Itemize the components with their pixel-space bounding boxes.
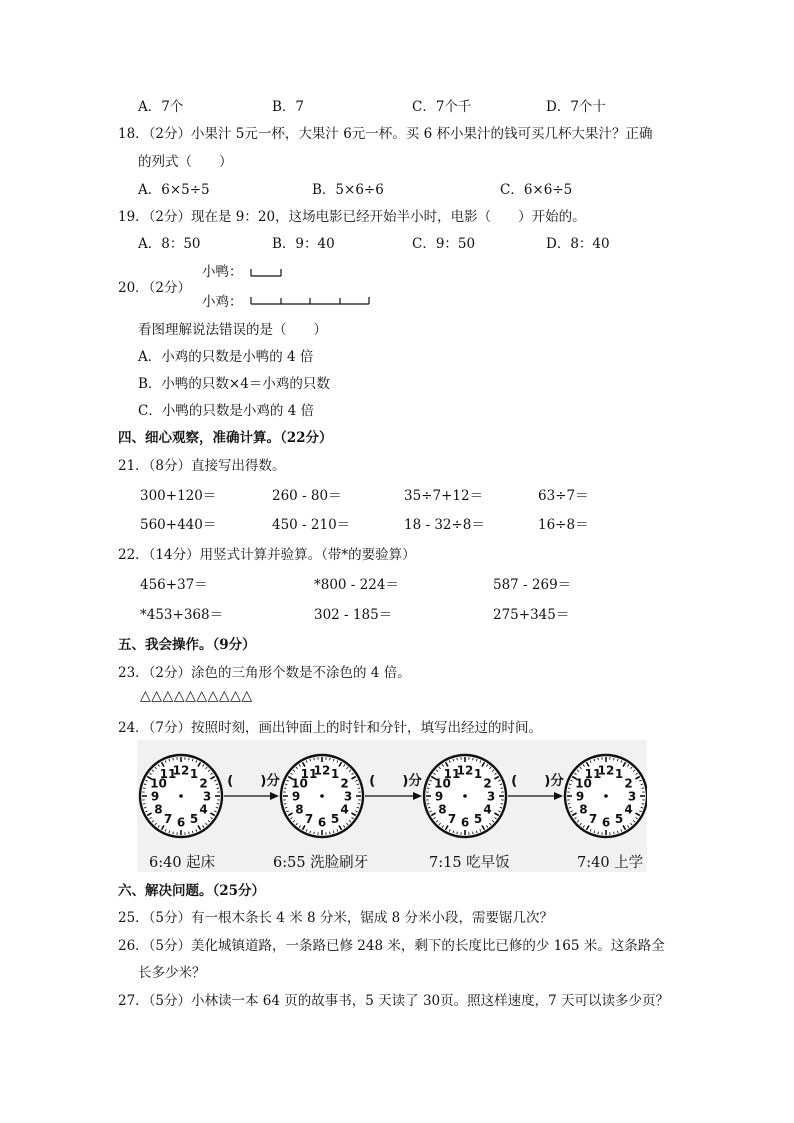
option-c: C．9：50 — [412, 236, 476, 252]
calc-item: 35÷7+12＝ — [404, 488, 484, 504]
clock-number: 11 — [300, 766, 318, 781]
clock-number: 3 — [486, 789, 496, 804]
clock-number: 4 — [483, 802, 492, 817]
clock-number: 4 — [624, 802, 633, 817]
q20-option-b: B．小鸭的只数×4＝小鸡的只数 — [138, 376, 330, 392]
clock-faces — [137, 740, 647, 850]
calc-item: 302 - 185＝ — [314, 607, 393, 623]
arrow — [365, 772, 422, 800]
clock-face[interactable] — [281, 755, 363, 837]
option-a: A．7个 — [138, 99, 184, 115]
q20-option-a: A．小鸡的只数是小鸭的 4 倍 — [138, 349, 314, 365]
clock-number: 4 — [199, 802, 208, 817]
clock-number: 12 — [172, 763, 190, 778]
q20-number: 20．（2分） — [118, 280, 192, 296]
clock-number: 2 — [340, 776, 349, 791]
minutes-blank[interactable]: ( )分 — [369, 773, 422, 789]
q22-text: 22．（14分）用竖式计算并验算。（带*的要验算） — [118, 547, 416, 563]
section-6-heading: 六、解决问题。（25分） — [118, 883, 266, 899]
duck-label: 小鸭： — [202, 264, 243, 280]
time-label: 6:55 洗脸刷牙 — [273, 855, 369, 871]
clock-number: 10 — [575, 776, 592, 791]
clock-number: 2 — [483, 776, 492, 791]
q19-options — [138, 232, 738, 252]
clock-number: 7 — [163, 812, 173, 827]
clock-number: 6 — [601, 815, 611, 830]
clock-number: 8 — [579, 802, 588, 817]
clock-number: 8 — [295, 802, 304, 817]
clock-number: 1 — [614, 766, 624, 781]
clock-number: 3 — [343, 789, 353, 804]
clock-number: 1 — [473, 766, 483, 781]
clock-face[interactable] — [565, 755, 647, 837]
calc-item: 587 - 269＝ — [493, 577, 572, 593]
calc-item: 275+345＝ — [493, 607, 570, 623]
q21-row-2 — [140, 513, 700, 533]
clock-figure — [137, 740, 647, 872]
clock-number: 9 — [150, 789, 160, 804]
option-a: A．6×5÷5 — [138, 182, 210, 198]
chick-label: 小鸡： — [202, 294, 243, 310]
clock-number: 11 — [584, 766, 602, 781]
q27-text: 27．（5分）小林读一本 64 页的故事书，5 天读了 30页。照这样速度，7 天可以读多少页？ — [118, 993, 670, 1009]
clock-number: 8 — [154, 802, 163, 817]
clock-number: 12 — [597, 763, 615, 778]
q26-text-cont: 长多少米？ — [138, 965, 206, 981]
calc-item: 300+120＝ — [140, 488, 217, 504]
clock-face[interactable] — [424, 755, 506, 837]
q22-row-1 — [140, 573, 700, 593]
clock-number: 6 — [460, 815, 470, 830]
minutes-blank[interactable]: ( )分 — [227, 773, 280, 789]
q24-text: 24．（7分）按照时刻，画出钟面上的时针和分针，填写出经过的时间。 — [118, 720, 543, 736]
clock-number: 3 — [627, 789, 637, 804]
clock-number: 2 — [199, 776, 208, 791]
q21-row-1 — [140, 484, 700, 504]
calc-item: 560+440＝ — [140, 517, 217, 533]
q18-text-cont: 的列式（ ） — [138, 154, 233, 170]
q20-option-c: C．小鸭的只数是小鸡的 4 倍 — [138, 403, 315, 419]
time-label: 7:15 吃早饭 — [429, 855, 510, 871]
q25-text: 25．（5分）有一根木条长 4 米 8 分米，锯成 8 分米小段，需要锯几次？ — [118, 910, 554, 926]
clock-number: 5 — [473, 812, 483, 827]
clock-number: 6 — [317, 815, 327, 830]
calc-item: *800 - 224＝ — [314, 577, 399, 593]
calc-item: 450 - 210＝ — [272, 517, 351, 533]
clock-number: 11 — [443, 766, 461, 781]
clock-number: 10 — [291, 776, 308, 791]
option-b: B．5×6÷6 — [312, 182, 384, 198]
option-b: B．9：40 — [272, 236, 335, 252]
clock-number: 2 — [624, 776, 633, 791]
clock-number: 4 — [340, 802, 349, 817]
clock-number: 3 — [202, 789, 212, 804]
clock-number: 9 — [434, 789, 444, 804]
clock-number: 8 — [438, 802, 447, 817]
clock-number: 9 — [575, 789, 585, 804]
option-b: B．7 — [272, 99, 305, 115]
time-label: 7:40 上学 — [577, 855, 644, 871]
clock-number: 5 — [330, 812, 340, 827]
q18-text: 18．（2分）小果汁 5元一杯，大果汁 6元一杯。买 6 杯小果汁的钱可买几杯大果汁？正确 — [118, 126, 653, 142]
calc-item: 16÷8＝ — [538, 517, 589, 533]
q18-options — [138, 178, 738, 198]
clock-number: 6 — [176, 815, 186, 830]
clock-number: 10 — [434, 776, 451, 791]
clock-number: 9 — [291, 789, 301, 804]
calc-item: 18 - 32÷8＝ — [404, 517, 485, 533]
q17-options — [138, 95, 738, 115]
clock-number: 12 — [456, 763, 474, 778]
clock-number: 7 — [447, 812, 457, 827]
q20-question: 看图理解说法错误的是（ ） — [138, 322, 327, 338]
arrow — [508, 772, 564, 800]
calc-item: *453+368＝ — [140, 607, 224, 623]
q19-text: 19．（2分）现在是 9：20，这场电影已经开始半小时，电影（ ）开始的。 — [118, 209, 586, 225]
triangle-row[interactable]: △△△△△△△△△△ — [140, 688, 253, 704]
option-d: D．8：40 — [546, 236, 610, 252]
clock-number: 5 — [614, 812, 624, 827]
clock-number: 1 — [330, 766, 340, 781]
option-c: C．6×6÷5 — [500, 182, 573, 198]
calc-item: 260 - 80＝ — [272, 488, 342, 504]
section-4-heading: 四、细心观察，准确计算。（22分） — [118, 430, 333, 446]
calc-item: 456+37＝ — [140, 577, 208, 593]
calc-item: 63÷7＝ — [538, 488, 589, 504]
arrow — [224, 772, 280, 800]
clock-number: 5 — [189, 812, 199, 827]
section-5-heading: 五、我会操作。（9分） — [118, 637, 256, 653]
clock-face[interactable] — [140, 755, 222, 837]
clock-number: 7 — [304, 812, 314, 827]
clock-number: 1 — [189, 766, 199, 781]
option-c: C．7个千 — [412, 99, 472, 115]
option-a: A．8：50 — [138, 236, 201, 252]
clock-number: 10 — [150, 776, 167, 791]
clock-number: 12 — [313, 763, 331, 778]
option-d: D．7个十 — [546, 99, 606, 115]
q26-text: 26．（5分）美化城镇道路，一条路已修 248 米，剩下的长度比已修的少 165 米。这条路全 — [118, 938, 665, 954]
q22-row-2 — [140, 603, 700, 623]
q21-text: 21．（8分）直接写出得数。 — [118, 458, 286, 474]
minutes-blank[interactable]: ( )分 — [511, 773, 564, 789]
clock-number: 7 — [588, 812, 598, 827]
q23-text: 23．（2分）涂色的三角形个数是不涂色的 4 倍。 — [118, 665, 411, 681]
time-label: 6:40 起床 — [149, 855, 216, 871]
segment-diagram — [245, 262, 375, 308]
clock-number: 11 — [159, 766, 177, 781]
